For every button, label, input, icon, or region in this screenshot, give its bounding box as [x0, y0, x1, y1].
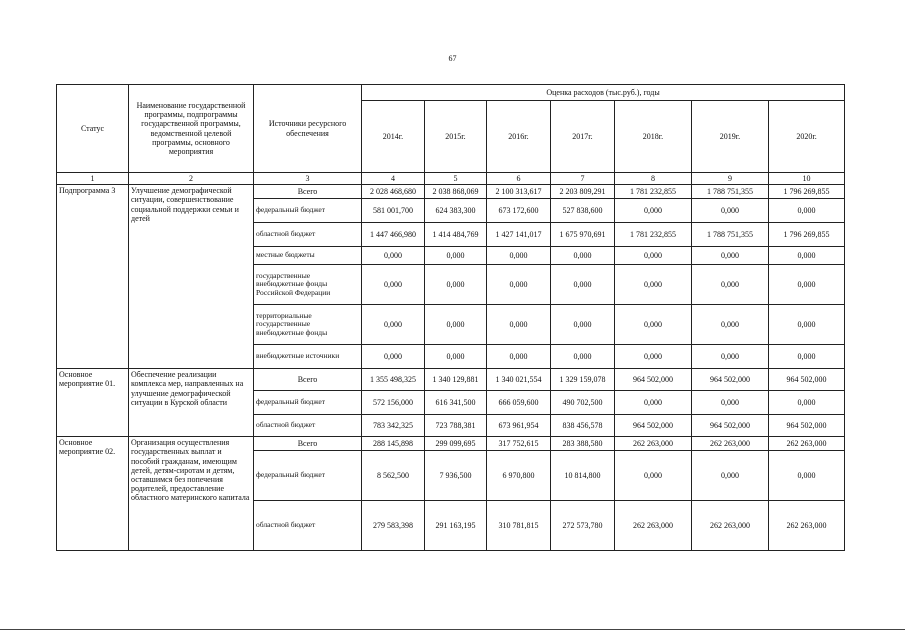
column-number: 4 — [362, 173, 425, 185]
row-value: 527 838,600 — [551, 199, 615, 223]
row-value: 0,000 — [425, 345, 487, 369]
row-value: 262 263,000 — [769, 501, 845, 551]
row-value: 490 702,500 — [551, 391, 615, 415]
row-value: 0,000 — [769, 451, 845, 501]
row-value: 1 414 484,769 — [425, 223, 487, 247]
row-value: 0,000 — [769, 391, 845, 415]
row-value: 0,000 — [692, 265, 769, 305]
row-source: государственные внебюджетные фонды Российской Федерации — [254, 265, 362, 305]
header-year: 2019г. — [692, 101, 769, 173]
row-value: 317 752,615 — [487, 437, 551, 451]
row-program-name: Улучшение демографической ситуации, совершенствование социальной поддержки семьи и детей — [129, 185, 254, 369]
page-number: 67 — [448, 54, 457, 63]
column-number: 7 — [551, 173, 615, 185]
row-value: 0,000 — [615, 391, 692, 415]
row-value: 0,000 — [487, 305, 551, 345]
column-number: 9 — [692, 173, 769, 185]
row-value: 0,000 — [769, 247, 845, 265]
table-row — [57, 185, 845, 199]
header-status: Статус — [57, 85, 129, 173]
row-value: 0,000 — [551, 305, 615, 345]
row-value: 0,000 — [692, 199, 769, 223]
row-value: 2 100 313,617 — [487, 185, 551, 199]
row-source: федеральный бюджет — [254, 199, 362, 223]
row-status: Подпрограмма 3 — [57, 185, 129, 369]
row-source: областной бюджет — [254, 223, 362, 247]
row-value: 673 961,954 — [487, 415, 551, 437]
row-value: 0,000 — [551, 247, 615, 265]
header-sources: Источники ресурсного обеспечения — [254, 85, 362, 173]
row-value: 666 059,600 — [487, 391, 551, 415]
row-value: 0,000 — [551, 265, 615, 305]
row-value: 964 502,000 — [615, 369, 692, 391]
column-number: 2 — [129, 173, 254, 185]
row-value: 272 573,780 — [551, 501, 615, 551]
row-value: 783 342,325 — [362, 415, 425, 437]
row-value: 279 583,398 — [362, 501, 425, 551]
row-value: 0,000 — [692, 305, 769, 345]
header-year: 2017г. — [551, 101, 615, 173]
row-value: 0,000 — [692, 345, 769, 369]
row-value: 299 099,695 — [425, 437, 487, 451]
row-value: 1 447 466,980 — [362, 223, 425, 247]
row-value: 0,000 — [692, 247, 769, 265]
row-value: 964 502,000 — [769, 415, 845, 437]
row-value: 262 263,000 — [615, 501, 692, 551]
header-year: 2015г. — [425, 101, 487, 173]
row-value: 0,000 — [769, 199, 845, 223]
row-value: 0,000 — [487, 345, 551, 369]
row-value: 262 263,000 — [615, 437, 692, 451]
column-number: 6 — [487, 173, 551, 185]
row-value: 1 788 751,355 — [692, 223, 769, 247]
column-number: 5 — [425, 173, 487, 185]
row-value: 624 383,300 — [425, 199, 487, 223]
row-value: 1 675 970,691 — [551, 223, 615, 247]
row-source: территориальные государственные внебюджетные фонды — [254, 305, 362, 345]
row-value: 0,000 — [487, 247, 551, 265]
row-value: 0,000 — [615, 265, 692, 305]
row-value: 310 781,815 — [487, 501, 551, 551]
row-value: 0,000 — [769, 265, 845, 305]
row-value: 1 781 232,855 — [615, 185, 692, 199]
row-value: 0,000 — [615, 451, 692, 501]
row-value: 1 355 498,325 — [362, 369, 425, 391]
row-source: местные бюджеты — [254, 247, 362, 265]
row-source: внебюджетные источники — [254, 345, 362, 369]
row-source: областной бюджет — [254, 501, 362, 551]
row-value: 0,000 — [425, 265, 487, 305]
row-value: 0,000 — [551, 345, 615, 369]
row-value: 581 001,700 — [362, 199, 425, 223]
row-value: 1 329 159,078 — [551, 369, 615, 391]
row-source: Всего — [254, 437, 362, 451]
row-value: 1 788 751,355 — [692, 185, 769, 199]
column-number: 1 — [57, 173, 129, 185]
row-value: 1 796 269,855 — [769, 185, 845, 199]
row-value: 0,000 — [425, 305, 487, 345]
row-value: 673 172,600 — [487, 199, 551, 223]
row-value: 288 145,898 — [362, 437, 425, 451]
table-header — [57, 85, 845, 185]
row-value: 838 456,578 — [551, 415, 615, 437]
row-source: федеральный бюджет — [254, 451, 362, 501]
row-program-name: Организация осуществления государственных выплат и пособий гражданам, имеющим детей, детям-сиротам и детям, оставшимся без попечения родителей, предоставление областного материнского капитала — [129, 437, 254, 551]
row-value: 0,000 — [615, 305, 692, 345]
row-value: 723 788,381 — [425, 415, 487, 437]
column-number: 3 — [254, 173, 362, 185]
header-year: 2016г. — [487, 101, 551, 173]
row-value: 0,000 — [362, 345, 425, 369]
row-value: 10 814,800 — [551, 451, 615, 501]
header-name: Наименование государственной программы, подпрограммы государственной программы, ведомственной целевой программы, основного мероприятия — [129, 85, 254, 173]
row-value: 572 156,000 — [362, 391, 425, 415]
row-value: 0,000 — [615, 247, 692, 265]
header-year: 2020г. — [769, 101, 845, 173]
row-value: 262 263,000 — [692, 501, 769, 551]
row-value: 0,000 — [615, 345, 692, 369]
row-value: 0,000 — [769, 345, 845, 369]
row-value: 964 502,000 — [692, 369, 769, 391]
row-status: Основное мероприятие 01. — [57, 369, 129, 437]
row-value: 6 970,800 — [487, 451, 551, 501]
row-value: 1 781 232,855 — [615, 223, 692, 247]
column-number: 10 — [769, 173, 845, 185]
row-source: Всего — [254, 369, 362, 391]
row-value: 262 263,000 — [769, 437, 845, 451]
row-status: Основное мероприятие 02. — [57, 437, 129, 551]
row-value: 2 028 468,680 — [362, 185, 425, 199]
row-value: 0,000 — [362, 305, 425, 345]
row-value: 1 796 269,855 — [769, 223, 845, 247]
row-value: 291 163,195 — [425, 501, 487, 551]
page-bottom-divider — [0, 629, 905, 630]
row-value: 7 936,500 — [425, 451, 487, 501]
table-row — [57, 369, 845, 391]
table-body — [57, 185, 845, 551]
row-value: 2 038 868,069 — [425, 185, 487, 199]
row-value: 0,000 — [362, 247, 425, 265]
table-row — [57, 437, 845, 451]
header-year: 2018г. — [615, 101, 692, 173]
row-value: 283 388,580 — [551, 437, 615, 451]
column-number: 8 — [615, 173, 692, 185]
row-value: 0,000 — [425, 247, 487, 265]
row-value: 262 263,000 — [692, 437, 769, 451]
row-value: 0,000 — [692, 451, 769, 501]
row-value: 8 562,500 — [362, 451, 425, 501]
header-estimate: Оценка расходов (тыс.руб.), годы — [362, 85, 845, 101]
column-number-row — [57, 173, 845, 185]
row-value: 2 203 809,291 — [551, 185, 615, 199]
row-value: 0,000 — [615, 199, 692, 223]
row-value: 964 502,000 — [692, 415, 769, 437]
row-source: областной бюджет — [254, 415, 362, 437]
row-value: 1 340 129,881 — [425, 369, 487, 391]
row-source: федеральный бюджет — [254, 391, 362, 415]
row-value: 0,000 — [769, 305, 845, 345]
header-year: 2014г. — [362, 101, 425, 173]
row-value: 0,000 — [692, 391, 769, 415]
budget-table — [56, 84, 845, 551]
row-value: 964 502,000 — [615, 415, 692, 437]
row-value: 0,000 — [362, 265, 425, 305]
row-value: 1 340 021,554 — [487, 369, 551, 391]
row-program-name: Обеспечение реализации комплекса мер, направленных на улучшение демографической ситуации в Курской области — [129, 369, 254, 437]
row-value: 616 341,500 — [425, 391, 487, 415]
row-value: 0,000 — [487, 265, 551, 305]
row-value: 1 427 141,017 — [487, 223, 551, 247]
row-value: 964 502,000 — [769, 369, 845, 391]
row-source: Всего — [254, 185, 362, 199]
